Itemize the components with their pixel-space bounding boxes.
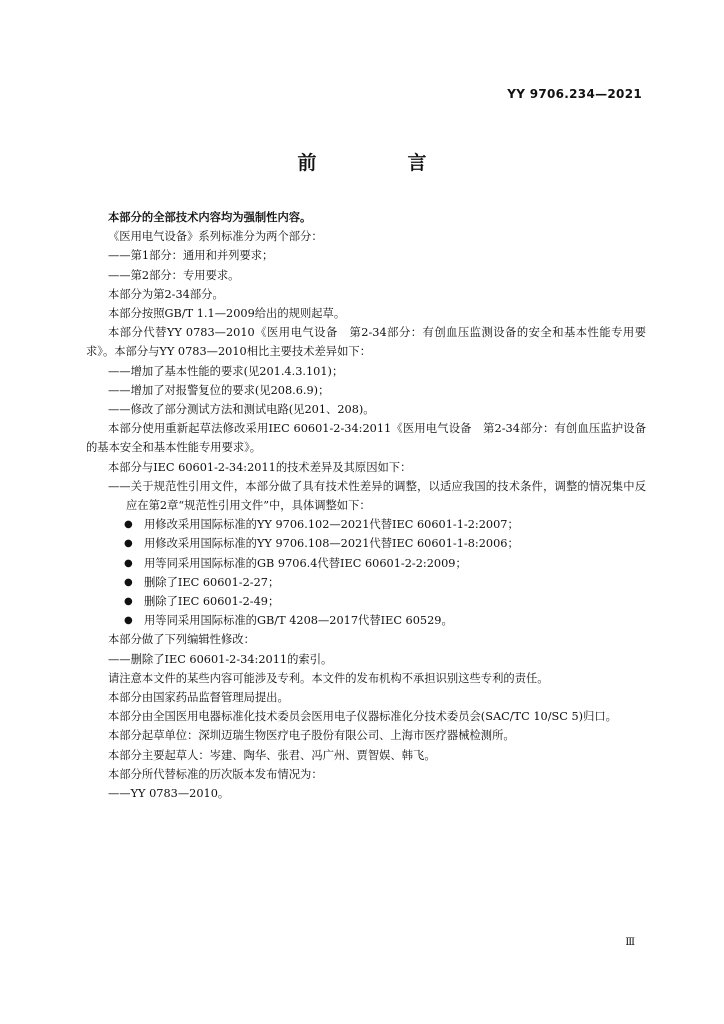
paragraph-drafting-units: 本部分起草单位：深圳迈瑞生物医疗电子股份有限公司、上海市医疗器械检测所。 <box>108 729 515 743</box>
dash-item-normative-refs: ——关于规范性引用文件，本部分做了具有技术性差异的调整，以适应我国的技术条件，调整的情况集中反应在第2章“规范性引用文件”中，具体调整如下： <box>108 479 646 513</box>
page-title: 前 言 <box>297 152 463 174</box>
list-item: ● 用修改采用国际标准的YY 9706.102—2021代替IEC 60601-1-2:2007； <box>86 515 646 534</box>
paragraph-replaces: 本部分代替YY 0783—2010《医用电气设备 第2-34部分：有创血压监测设备的安全和基本性能专用要求》。本部分与YY 0783—2010相比主要技术差异如下： <box>86 326 646 359</box>
paragraph-series: 《医用电气设备》系列标准分为两个部分： <box>108 230 323 244</box>
standard-number: YY 9706.234—2021 <box>507 87 642 101</box>
bullet-icon: ● <box>124 538 133 550</box>
list-item: ● 用等同采用国际标准的GB 9706.4代替IEC 60601-2-2:2009； <box>86 554 646 573</box>
bullet-icon: ● <box>124 615 133 627</box>
list-item: ● 用修改采用国际标准的YY 9706.108—2021代替IEC 60601-1-8:2006； <box>86 534 646 553</box>
dash-item-diff1: ——增加了基本性能的要求(见201.4.3.101)； <box>108 364 344 378</box>
paragraph-editorial: 本部分做了下列编辑性修改： <box>108 633 255 647</box>
paragraph-administered-by: 本部分由全国医用电器标准化技术委员会医用电子仪器标准化分技术委员会(SAC/TC 10/SC 5)归口。 <box>108 710 617 724</box>
dash-item-part2: ——第2部分：专用要求。 <box>108 268 240 282</box>
bullet-list <box>86 515 646 630</box>
page-number: Ⅲ <box>625 937 635 948</box>
document-body <box>86 208 646 803</box>
paragraph-drafting-rules: 本部分按照GB/T 1.1—2009给出的规则起草。 <box>108 307 346 321</box>
list-item: ● 删除了IEC 60601-2-27； <box>86 573 646 592</box>
paragraph-mandatory: 本部分的全部技术内容均为强制性内容。 <box>108 211 312 224</box>
dash-item-part1: ——第1部分：通用和并列要求； <box>108 249 274 263</box>
paragraph-adoption: 本部分使用重新起草法修改采用IEC 60601-2-34:2011《医用电气设备 第2-34部分：有创血压监护设备的基本安全和基本性能专用要求》。 <box>86 422 646 455</box>
bullet-icon: ● <box>124 557 133 569</box>
paragraph-history: 本部分所代替标准的历次版本发布情况为： <box>108 767 323 781</box>
paragraph-tech-diff: 本部分与IEC 60601-2-34:2011的技术差异及其原因如下： <box>108 460 412 474</box>
bullet-icon: ● <box>124 519 133 531</box>
dash-item-previous-edition: ——YY 0783—2010。 <box>108 787 230 801</box>
bullet-icon: ● <box>124 576 133 588</box>
list-item: ● 删除了IEC 60601-2-49； <box>86 592 646 611</box>
paragraph-part-number: 本部分为第2-34部分。 <box>108 287 224 301</box>
paragraph-drafters: 本部分主要起草人：岑建、陶华、张君、冯广州、贾智娱、韩飞。 <box>108 748 436 762</box>
bullet-icon: ● <box>124 596 133 608</box>
list-item: ● 用等同采用国际标准的GB/T 4208—2017代替IEC 60529。 <box>86 611 646 630</box>
dash-item-diff3: ——修改了部分测试方法和测试电路(见201、208)。 <box>108 403 375 417</box>
paragraph-proposed-by: 本部分由国家药品监督管理局提出。 <box>108 691 289 705</box>
dash-item-index-removed: ——删除了IEC 60601-2-34:2011的索引。 <box>108 652 333 666</box>
dash-item-diff2: ——增加了对报警复位的要求(见208.6.9)； <box>108 383 330 397</box>
paragraph-patent-notice: 请注意本文件的某些内容可能涉及专利。本文件的发布机构不承担识别这些专利的责任。 <box>108 671 549 685</box>
